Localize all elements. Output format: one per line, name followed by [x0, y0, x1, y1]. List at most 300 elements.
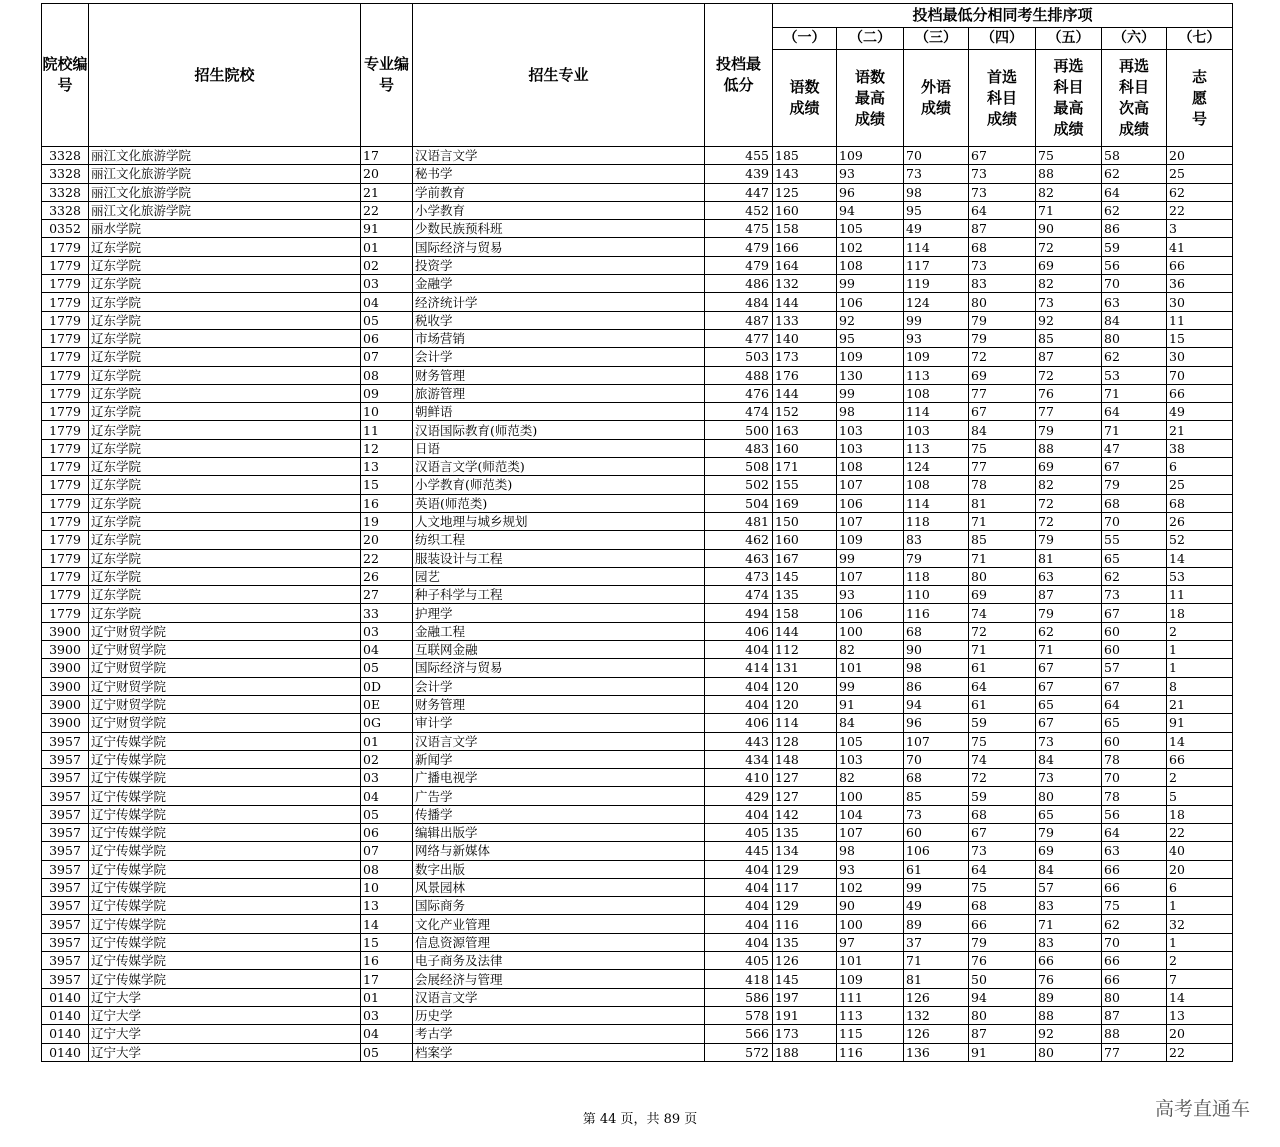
foreign-lang-cell: 93 — [904, 329, 969, 347]
yushu-score-cell: 126 — [773, 952, 837, 970]
table-row — [42, 988, 1233, 1006]
table-row — [42, 256, 1233, 274]
second-subject-next-cell: 84 — [1102, 311, 1167, 329]
second-subject-next-cell: 64 — [1102, 403, 1167, 421]
preference-no-cell: 70 — [1167, 366, 1233, 384]
yushu-max-cell: 84 — [837, 714, 904, 732]
preference-no-cell: 2 — [1167, 622, 1233, 640]
second-subject-next-cell: 67 — [1102, 677, 1167, 695]
second-subject-max-cell: 73 — [1036, 769, 1102, 787]
table-row — [42, 823, 1233, 841]
foreign-lang-cell: 109 — [904, 348, 969, 366]
school-code-cell: 3328 — [42, 183, 89, 201]
header-order-label: （六） — [1102, 28, 1167, 50]
school-cell: 辽宁传媒学院 — [89, 878, 361, 896]
table-row — [42, 384, 1233, 402]
second-subject-max-cell: 71 — [1036, 641, 1102, 659]
min-score-cell: 508 — [705, 458, 773, 476]
second-subject-max-cell: 83 — [1036, 933, 1102, 951]
yushu-max-cell: 93 — [837, 586, 904, 604]
major-code-cell: 22 — [361, 201, 413, 219]
second-subject-next-cell: 66 — [1102, 878, 1167, 896]
major-cell: 会展经济与管理 — [413, 970, 705, 988]
major-cell: 经济统计学 — [413, 293, 705, 311]
second-subject-max-cell: 80 — [1036, 1043, 1102, 1061]
second-subject-next-cell: 66 — [1102, 970, 1167, 988]
table-row — [42, 695, 1233, 713]
foreign-lang-cell: 68 — [904, 622, 969, 640]
table-row — [42, 1006, 1233, 1024]
yushu-max-cell: 107 — [837, 476, 904, 494]
major-cell: 纺织工程 — [413, 531, 705, 549]
min-score-cell: 434 — [705, 750, 773, 768]
table-row — [42, 494, 1233, 512]
major-code-cell: 01 — [361, 732, 413, 750]
major-code-cell: 03 — [361, 1006, 413, 1024]
school-code-cell: 1779 — [42, 348, 89, 366]
first-subject-cell: 91 — [969, 1043, 1036, 1061]
school-code-cell: 1779 — [42, 512, 89, 530]
major-cell: 风景园林 — [413, 878, 705, 896]
school-cell: 辽宁大学 — [89, 988, 361, 1006]
yushu-score-cell: 128 — [773, 732, 837, 750]
first-subject-cell: 85 — [969, 531, 1036, 549]
header-major-code: 专业编号 — [361, 4, 413, 147]
foreign-lang-cell: 90 — [904, 641, 969, 659]
min-score-cell: 504 — [705, 494, 773, 512]
preference-no-cell: 7 — [1167, 970, 1233, 988]
first-subject-cell: 61 — [969, 659, 1036, 677]
header-school: 招生院校 — [89, 4, 361, 147]
table-row — [42, 677, 1233, 695]
first-subject-cell: 64 — [969, 677, 1036, 695]
header-order-label: （四） — [969, 28, 1036, 50]
table-row — [42, 897, 1233, 915]
yushu-max-cell: 101 — [837, 952, 904, 970]
second-subject-max-cell: 65 — [1036, 695, 1102, 713]
yushu-score-cell: 152 — [773, 403, 837, 421]
school-cell: 辽东学院 — [89, 256, 361, 274]
school-code-cell: 1779 — [42, 439, 89, 457]
yushu-score-cell: 135 — [773, 933, 837, 951]
min-score-cell: 462 — [705, 531, 773, 549]
foreign-lang-cell: 124 — [904, 293, 969, 311]
second-subject-next-cell: 60 — [1102, 641, 1167, 659]
preference-no-cell: 11 — [1167, 311, 1233, 329]
major-cell: 财务管理 — [413, 366, 705, 384]
major-code-cell: 04 — [361, 641, 413, 659]
preference-no-cell: 1 — [1167, 933, 1233, 951]
second-subject-max-cell: 72 — [1036, 366, 1102, 384]
first-subject-cell: 87 — [969, 220, 1036, 238]
yushu-score-cell: 144 — [773, 293, 837, 311]
school-cell: 辽宁财贸学院 — [89, 714, 361, 732]
yushu-score-cell: 158 — [773, 220, 837, 238]
yushu-score-cell: 176 — [773, 366, 837, 384]
preference-no-cell: 13 — [1167, 1006, 1233, 1024]
second-subject-max-cell: 76 — [1036, 970, 1102, 988]
major-cell: 信息资源管理 — [413, 933, 705, 951]
yushu-score-cell: 131 — [773, 659, 837, 677]
table-row — [42, 476, 1233, 494]
foreign-lang-cell: 114 — [904, 494, 969, 512]
first-subject-cell: 81 — [969, 494, 1036, 512]
preference-no-cell: 21 — [1167, 695, 1233, 713]
major-code-cell: 08 — [361, 860, 413, 878]
school-code-cell: 1779 — [42, 458, 89, 476]
school-code-cell: 1779 — [42, 403, 89, 421]
table-row — [42, 439, 1233, 457]
table-row — [42, 329, 1233, 347]
min-score-cell: 404 — [705, 677, 773, 695]
major-code-cell: 0E — [361, 695, 413, 713]
second-subject-max-cell: 79 — [1036, 604, 1102, 622]
foreign-lang-cell: 118 — [904, 512, 969, 530]
min-score-cell: 479 — [705, 256, 773, 274]
major-cell: 财务管理 — [413, 695, 705, 713]
school-cell: 辽宁财贸学院 — [89, 677, 361, 695]
major-code-cell: 05 — [361, 311, 413, 329]
second-subject-max-cell: 75 — [1036, 147, 1102, 165]
first-subject-cell: 84 — [969, 421, 1036, 439]
yushu-score-cell: 129 — [773, 897, 837, 915]
admission-score-table — [41, 3, 1233, 1062]
major-code-cell: 07 — [361, 842, 413, 860]
header-order-item: 再选科目最高成绩 — [1036, 50, 1102, 147]
second-subject-max-cell: 88 — [1036, 165, 1102, 183]
yushu-max-cell: 103 — [837, 421, 904, 439]
school-cell: 辽东学院 — [89, 329, 361, 347]
min-score-cell: 429 — [705, 787, 773, 805]
min-score-cell: 406 — [705, 714, 773, 732]
school-code-cell: 3957 — [42, 805, 89, 823]
major-cell: 考古学 — [413, 1025, 705, 1043]
yushu-score-cell: 129 — [773, 860, 837, 878]
second-subject-next-cell: 62 — [1102, 201, 1167, 219]
school-cell: 辽东学院 — [89, 366, 361, 384]
table-row — [42, 1043, 1233, 1061]
school-cell: 辽东学院 — [89, 421, 361, 439]
major-cell: 编辑出版学 — [413, 823, 705, 841]
preference-no-cell: 20 — [1167, 1025, 1233, 1043]
second-subject-next-cell: 88 — [1102, 1025, 1167, 1043]
yushu-score-cell: 144 — [773, 622, 837, 640]
second-subject-next-cell: 65 — [1102, 549, 1167, 567]
table-body — [42, 147, 1233, 1062]
first-subject-cell: 80 — [969, 293, 1036, 311]
school-cell: 辽宁传媒学院 — [89, 823, 361, 841]
school-code-cell: 1779 — [42, 275, 89, 293]
major-cell: 审计学 — [413, 714, 705, 732]
second-subject-next-cell: 64 — [1102, 823, 1167, 841]
header-order-item: 语数最高成绩 — [837, 50, 904, 147]
major-cell: 电子商务及法律 — [413, 952, 705, 970]
foreign-lang-cell: 96 — [904, 714, 969, 732]
school-code-cell: 1779 — [42, 531, 89, 549]
yushu-score-cell: 142 — [773, 805, 837, 823]
major-code-cell: 19 — [361, 512, 413, 530]
foreign-lang-cell: 126 — [904, 988, 969, 1006]
preference-no-cell: 18 — [1167, 604, 1233, 622]
second-subject-next-cell: 66 — [1102, 952, 1167, 970]
second-subject-next-cell: 53 — [1102, 366, 1167, 384]
min-score-cell: 578 — [705, 1006, 773, 1024]
table-header — [42, 4, 1233, 147]
foreign-lang-cell: 103 — [904, 421, 969, 439]
school-cell: 辽宁大学 — [89, 1006, 361, 1024]
major-code-cell: 15 — [361, 476, 413, 494]
yushu-max-cell: 92 — [837, 311, 904, 329]
yushu-max-cell: 82 — [837, 769, 904, 787]
major-cell: 金融工程 — [413, 622, 705, 640]
preference-no-cell: 20 — [1167, 147, 1233, 165]
school-cell: 丽江文化旅游学院 — [89, 147, 361, 165]
yushu-max-cell: 82 — [837, 641, 904, 659]
second-subject-max-cell: 80 — [1036, 787, 1102, 805]
first-subject-cell: 66 — [969, 915, 1036, 933]
major-cell: 少数民族预科班 — [413, 220, 705, 238]
yushu-max-cell: 102 — [837, 238, 904, 256]
second-subject-next-cell: 86 — [1102, 220, 1167, 238]
second-subject-max-cell: 84 — [1036, 860, 1102, 878]
major-code-cell: 16 — [361, 952, 413, 970]
yushu-max-cell: 94 — [837, 201, 904, 219]
school-code-cell: 3328 — [42, 201, 89, 219]
school-code-cell: 3957 — [42, 750, 89, 768]
yushu-max-cell: 99 — [837, 677, 904, 695]
major-code-cell: 13 — [361, 458, 413, 476]
major-code-cell: 04 — [361, 293, 413, 311]
foreign-lang-cell: 113 — [904, 439, 969, 457]
min-score-cell: 443 — [705, 732, 773, 750]
foreign-lang-cell: 86 — [904, 677, 969, 695]
yushu-score-cell: 150 — [773, 512, 837, 530]
yushu-max-cell: 109 — [837, 531, 904, 549]
second-subject-next-cell: 70 — [1102, 769, 1167, 787]
major-cell: 汉语言文学 — [413, 732, 705, 750]
yushu-score-cell: 127 — [773, 769, 837, 787]
major-cell: 国际经济与贸易 — [413, 659, 705, 677]
major-code-cell: 22 — [361, 549, 413, 567]
yushu-max-cell: 107 — [837, 567, 904, 585]
preference-no-cell: 25 — [1167, 476, 1233, 494]
school-code-cell: 1779 — [42, 549, 89, 567]
major-code-cell: 11 — [361, 421, 413, 439]
major-cell: 传播学 — [413, 805, 705, 823]
min-score-cell: 404 — [705, 805, 773, 823]
yushu-max-cell: 107 — [837, 823, 904, 841]
school-code-cell: 3957 — [42, 952, 89, 970]
second-subject-next-cell: 77 — [1102, 1043, 1167, 1061]
preference-no-cell: 22 — [1167, 823, 1233, 841]
school-code-cell: 1779 — [42, 586, 89, 604]
yushu-max-cell: 107 — [837, 512, 904, 530]
table-row — [42, 403, 1233, 421]
major-cell: 英语(师范类) — [413, 494, 705, 512]
first-subject-cell: 72 — [969, 769, 1036, 787]
second-subject-next-cell: 66 — [1102, 860, 1167, 878]
major-cell: 人文地理与城乡规划 — [413, 512, 705, 530]
min-score-cell: 475 — [705, 220, 773, 238]
second-subject-max-cell: 66 — [1036, 952, 1102, 970]
major-code-cell: 03 — [361, 622, 413, 640]
second-subject-max-cell: 71 — [1036, 915, 1102, 933]
second-subject-max-cell: 72 — [1036, 494, 1102, 512]
min-score-cell: 445 — [705, 842, 773, 860]
major-code-cell: 20 — [361, 165, 413, 183]
school-cell: 辽宁财贸学院 — [89, 695, 361, 713]
table-row — [42, 549, 1233, 567]
yushu-max-cell: 98 — [837, 403, 904, 421]
major-code-cell: 33 — [361, 604, 413, 622]
yushu-max-cell: 106 — [837, 293, 904, 311]
table-row — [42, 1025, 1233, 1043]
second-subject-max-cell: 82 — [1036, 275, 1102, 293]
school-code-cell: 1779 — [42, 366, 89, 384]
preference-no-cell: 26 — [1167, 512, 1233, 530]
second-subject-next-cell: 64 — [1102, 183, 1167, 201]
preference-no-cell: 49 — [1167, 403, 1233, 421]
major-code-cell: 0G — [361, 714, 413, 732]
major-code-cell: 01 — [361, 988, 413, 1006]
min-score-cell: 452 — [705, 201, 773, 219]
school-cell: 辽宁传媒学院 — [89, 952, 361, 970]
second-subject-next-cell: 58 — [1102, 147, 1167, 165]
major-cell: 数字出版 — [413, 860, 705, 878]
table-row — [42, 659, 1233, 677]
table-row — [42, 860, 1233, 878]
school-cell: 辽宁传媒学院 — [89, 915, 361, 933]
major-cell: 汉语言文学(师范类) — [413, 458, 705, 476]
school-cell: 辽东学院 — [89, 293, 361, 311]
first-subject-cell: 68 — [969, 238, 1036, 256]
watermark: 高考直通车 — [1154, 1098, 1250, 1120]
foreign-lang-cell: 110 — [904, 586, 969, 604]
second-subject-max-cell: 77 — [1036, 403, 1102, 421]
yushu-max-cell: 99 — [837, 275, 904, 293]
school-code-cell: 0140 — [42, 1025, 89, 1043]
second-subject-next-cell: 68 — [1102, 494, 1167, 512]
preference-no-cell: 52 — [1167, 531, 1233, 549]
yushu-score-cell: 164 — [773, 256, 837, 274]
table-row — [42, 714, 1233, 732]
school-code-cell: 3900 — [42, 622, 89, 640]
foreign-lang-cell: 79 — [904, 549, 969, 567]
preference-no-cell: 66 — [1167, 384, 1233, 402]
preference-no-cell: 30 — [1167, 348, 1233, 366]
second-subject-max-cell: 67 — [1036, 677, 1102, 695]
second-subject-max-cell: 79 — [1036, 531, 1102, 549]
min-score-cell: 481 — [705, 512, 773, 530]
first-subject-cell: 71 — [969, 512, 1036, 530]
table-row — [42, 915, 1233, 933]
yushu-score-cell: 191 — [773, 1006, 837, 1024]
table-row — [42, 293, 1233, 311]
min-score-cell: 483 — [705, 439, 773, 457]
foreign-lang-cell: 108 — [904, 384, 969, 402]
second-subject-next-cell: 87 — [1102, 1006, 1167, 1024]
yushu-score-cell: 135 — [773, 823, 837, 841]
first-subject-cell: 75 — [969, 439, 1036, 457]
school-code-cell: 1779 — [42, 311, 89, 329]
second-subject-max-cell: 65 — [1036, 805, 1102, 823]
major-cell: 旅游管理 — [413, 384, 705, 402]
second-subject-max-cell: 92 — [1036, 1025, 1102, 1043]
major-code-cell: 15 — [361, 933, 413, 951]
preference-no-cell: 2 — [1167, 769, 1233, 787]
first-subject-cell: 69 — [969, 586, 1036, 604]
header-order-item: 再选科目次高成绩 — [1102, 50, 1167, 147]
min-score-cell: 404 — [705, 933, 773, 951]
yushu-score-cell: 155 — [773, 476, 837, 494]
foreign-lang-cell: 114 — [904, 403, 969, 421]
header-order-label: （七） — [1167, 28, 1233, 50]
min-score-cell: 455 — [705, 147, 773, 165]
yushu-max-cell: 104 — [837, 805, 904, 823]
yushu-score-cell: 166 — [773, 238, 837, 256]
preference-no-cell: 36 — [1167, 275, 1233, 293]
preference-no-cell: 41 — [1167, 238, 1233, 256]
second-subject-next-cell: 70 — [1102, 933, 1167, 951]
school-cell: 辽宁传媒学院 — [89, 842, 361, 860]
preference-no-cell: 5 — [1167, 787, 1233, 805]
first-subject-cell: 72 — [969, 622, 1036, 640]
foreign-lang-cell: 61 — [904, 860, 969, 878]
major-code-cell: 10 — [361, 403, 413, 421]
foreign-lang-cell: 132 — [904, 1006, 969, 1024]
major-code-cell: 12 — [361, 439, 413, 457]
table-row — [42, 421, 1233, 439]
second-subject-next-cell: 55 — [1102, 531, 1167, 549]
header-order-item: 语数成绩 — [773, 50, 837, 147]
second-subject-max-cell: 67 — [1036, 714, 1102, 732]
second-subject-max-cell: 87 — [1036, 586, 1102, 604]
foreign-lang-cell: 94 — [904, 695, 969, 713]
major-code-cell: 20 — [361, 531, 413, 549]
table-row — [42, 586, 1233, 604]
first-subject-cell: 80 — [969, 567, 1036, 585]
second-subject-max-cell: 79 — [1036, 421, 1102, 439]
major-code-cell: 05 — [361, 805, 413, 823]
second-subject-max-cell: 83 — [1036, 897, 1102, 915]
yushu-max-cell: 103 — [837, 750, 904, 768]
yushu-max-cell: 105 — [837, 220, 904, 238]
preference-no-cell: 18 — [1167, 805, 1233, 823]
yushu-score-cell: 143 — [773, 165, 837, 183]
major-cell: 汉语言文学 — [413, 147, 705, 165]
preference-no-cell: 2 — [1167, 952, 1233, 970]
first-subject-cell: 80 — [969, 1006, 1036, 1024]
header-order-item: 外语成绩 — [904, 50, 969, 147]
school-cell: 辽宁传媒学院 — [89, 787, 361, 805]
second-subject-max-cell: 88 — [1036, 1006, 1102, 1024]
table-row — [42, 201, 1233, 219]
table-row — [42, 952, 1233, 970]
second-subject-max-cell: 79 — [1036, 823, 1102, 841]
preference-no-cell: 6 — [1167, 878, 1233, 896]
foreign-lang-cell: 83 — [904, 531, 969, 549]
table-row — [42, 183, 1233, 201]
first-subject-cell: 73 — [969, 256, 1036, 274]
table-row — [42, 366, 1233, 384]
table-row — [42, 878, 1233, 896]
table-row — [42, 348, 1233, 366]
major-code-cell: 04 — [361, 1025, 413, 1043]
foreign-lang-cell: 60 — [904, 823, 969, 841]
second-subject-max-cell: 88 — [1036, 439, 1102, 457]
preference-no-cell: 20 — [1167, 860, 1233, 878]
min-score-cell: 406 — [705, 622, 773, 640]
